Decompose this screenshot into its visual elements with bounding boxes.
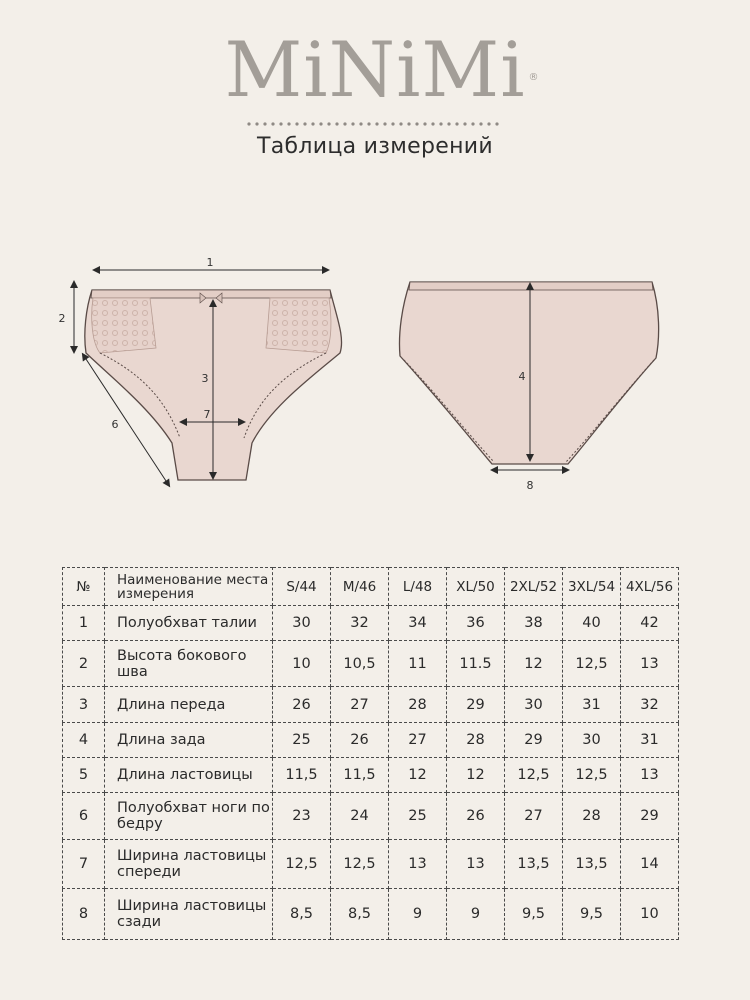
cell-value: 12,5 xyxy=(563,641,621,687)
label-8: 8 xyxy=(526,479,534,492)
cell-value: 28 xyxy=(389,687,447,723)
table-row xyxy=(63,889,679,940)
row-num: 4 xyxy=(63,723,105,758)
cell-value: 26 xyxy=(331,723,389,758)
cell-value: 12 xyxy=(447,758,505,793)
brand-header xyxy=(0,25,750,159)
row-name: Длина переда xyxy=(105,687,273,723)
label-4: 4 xyxy=(518,370,526,383)
cell-value: 26 xyxy=(447,793,505,840)
cell-value: 12 xyxy=(389,758,447,793)
header-size: S/44 xyxy=(273,568,331,606)
cell-value: 30 xyxy=(273,606,331,641)
cell-value: 11,5 xyxy=(273,758,331,793)
cell-value: 13 xyxy=(621,758,679,793)
cell-value: 13 xyxy=(389,840,447,889)
cell-value: 12,5 xyxy=(273,840,331,889)
header-num: № xyxy=(63,568,105,606)
row-name: Полуобхват ноги по бедру xyxy=(105,793,273,840)
cell-value: 26 xyxy=(273,687,331,723)
label-2: 2 xyxy=(58,312,66,325)
row-name: Высота бокового шва xyxy=(105,641,273,687)
size-table xyxy=(62,567,679,940)
cell-value: 29 xyxy=(447,687,505,723)
cell-value: 13,5 xyxy=(505,840,563,889)
label-1: 1 xyxy=(206,256,214,269)
cell-value: 10 xyxy=(621,889,679,940)
row-num: 3 xyxy=(63,687,105,723)
cell-value: 10 xyxy=(273,641,331,687)
table-header-row xyxy=(63,568,679,606)
header-size: 4XL/56 xyxy=(621,568,679,606)
cell-value: 27 xyxy=(331,687,389,723)
cell-value: 31 xyxy=(563,687,621,723)
size-table-container xyxy=(62,567,679,940)
cell-value: 11 xyxy=(389,641,447,687)
back-view-drawing xyxy=(399,282,658,464)
table-row xyxy=(63,606,679,641)
row-num: 1 xyxy=(63,606,105,641)
header-size: 2XL/52 xyxy=(505,568,563,606)
cell-value: 27 xyxy=(389,723,447,758)
row-name: Ширина ластовицы сзади xyxy=(105,889,273,940)
row-name: Длина зада xyxy=(105,723,273,758)
cell-value: 12,5 xyxy=(505,758,563,793)
cell-value: 11.5 xyxy=(447,641,505,687)
cell-value: 32 xyxy=(621,687,679,723)
cell-value: 11,5 xyxy=(331,758,389,793)
row-name: Ширина ластовицы спереди xyxy=(105,840,273,889)
brand-logo-text: MiNiMi xyxy=(224,25,526,114)
cell-value: 9 xyxy=(447,889,505,940)
cell-value: 12 xyxy=(505,641,563,687)
cell-value: 34 xyxy=(389,606,447,641)
cell-value: 30 xyxy=(563,723,621,758)
cell-value: 29 xyxy=(621,793,679,840)
label-7: 7 xyxy=(203,408,211,421)
cell-value: 36 xyxy=(447,606,505,641)
dotted-divider xyxy=(245,120,505,128)
row-num: 5 xyxy=(63,758,105,793)
registered-mark: ® xyxy=(528,72,540,83)
cell-value: 38 xyxy=(505,606,563,641)
table-row xyxy=(63,723,679,758)
cell-value: 8,5 xyxy=(273,889,331,940)
cell-value: 23 xyxy=(273,793,331,840)
cell-value: 27 xyxy=(505,793,563,840)
cell-value: 40 xyxy=(563,606,621,641)
cell-value: 12,5 xyxy=(563,758,621,793)
cell-value: 25 xyxy=(389,793,447,840)
header-name: Наименование места измерения xyxy=(105,568,273,606)
cell-value: 31 xyxy=(621,723,679,758)
cell-value: 9,5 xyxy=(563,889,621,940)
cell-value: 42 xyxy=(621,606,679,641)
cell-value: 14 xyxy=(621,840,679,889)
row-name: Длина ластовицы xyxy=(105,758,273,793)
row-num: 2 xyxy=(63,641,105,687)
page-title: Таблица измерений xyxy=(256,134,493,159)
table-row xyxy=(63,840,679,889)
row-num: 7 xyxy=(63,840,105,889)
cell-value: 9,5 xyxy=(505,889,563,940)
cell-value: 8,5 xyxy=(331,889,389,940)
cell-value: 24 xyxy=(331,793,389,840)
cell-value: 10,5 xyxy=(331,641,389,687)
cell-value: 25 xyxy=(273,723,331,758)
header-size: 3XL/54 xyxy=(563,568,621,606)
cell-value: 29 xyxy=(505,723,563,758)
cell-value: 32 xyxy=(331,606,389,641)
cell-value: 12,5 xyxy=(331,840,389,889)
label-3: 3 xyxy=(201,372,209,385)
header-size: M/46 xyxy=(331,568,389,606)
cell-value: 30 xyxy=(505,687,563,723)
label-6: 6 xyxy=(111,418,119,431)
cell-value: 28 xyxy=(563,793,621,840)
measurement-diagram xyxy=(0,248,750,508)
brand-logo xyxy=(224,25,540,114)
row-num: 8 xyxy=(63,889,105,940)
cell-value: 9 xyxy=(389,889,447,940)
table-row xyxy=(63,687,679,723)
header-size: XL/50 xyxy=(447,568,505,606)
cell-value: 28 xyxy=(447,723,505,758)
cell-value: 13,5 xyxy=(563,840,621,889)
cell-value: 13 xyxy=(447,840,505,889)
table-row xyxy=(63,758,679,793)
cell-value: 13 xyxy=(621,641,679,687)
header-size: L/48 xyxy=(389,568,447,606)
row-num: 6 xyxy=(63,793,105,840)
table-row xyxy=(63,641,679,687)
row-name: Полуобхват талии xyxy=(105,606,273,641)
table-row xyxy=(63,793,679,840)
